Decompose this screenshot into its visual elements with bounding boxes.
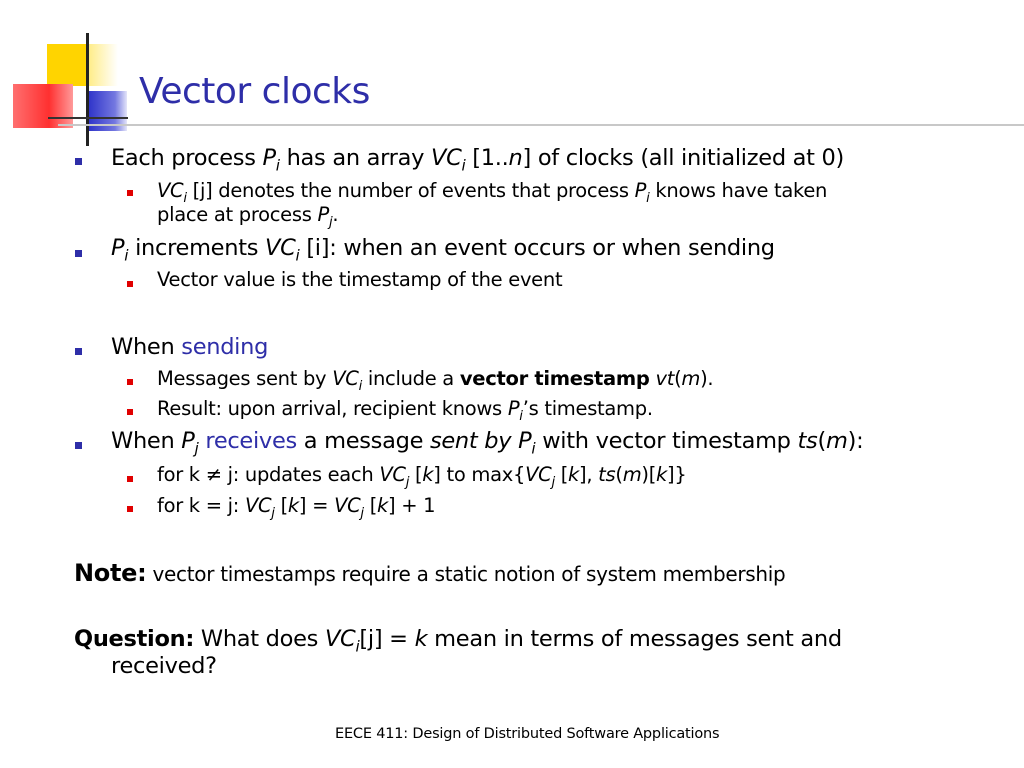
bullet-4-sub-1: for k ≠ j: updates each $VC_j$ [k] to $\max\{VC_j$ [k], ts(m)[k]} (157, 463, 687, 490)
logo-red-square (13, 84, 73, 128)
title-divider (58, 124, 1024, 126)
logo-yellow-square (47, 44, 87, 86)
sub-bullet-marker (127, 281, 133, 287)
decorative-logo-icon (0, 0, 140, 150)
bullet-1-sub-1-line-2: place at process $P_j$. (157, 203, 339, 230)
slide-title: Vector clocks (139, 71, 370, 112)
bullet-marker (75, 158, 82, 165)
bullet-1-text: Each process $P_i$ has an array $VC_i$ [1..n] of clocks (all initialized at 0) (111, 145, 845, 175)
question-line-2: received? (111, 653, 217, 679)
sub-bullet-marker (127, 409, 133, 415)
bullet-2-text: $P_i$ increments $VC_i$ [i]: when an event occurs or when sending (111, 235, 775, 265)
logo-horizontal-line (48, 117, 128, 119)
note (74, 559, 785, 587)
bullet-1-sub-1-line-1: $VC_i$ [j] denotes the number of events that process $P_i$ knows have taken (157, 179, 828, 206)
note-text: vector timestamps require a static notion of system membership (146, 562, 786, 586)
sub-bullet-marker (127, 379, 133, 385)
bullet-3-sub-1: Messages sent by $VC_i$ include a vector timestamp vt(m). (157, 367, 714, 394)
sub-bullet-marker (127, 506, 133, 512)
bullet-marker (75, 348, 82, 355)
logo-vertical-line (86, 33, 89, 146)
bullet-3-text: When sending (111, 334, 269, 360)
bullet-2-sub-1: Vector value is the timestamp of the event (157, 268, 563, 291)
bullet-marker (75, 250, 82, 257)
bullet-4-sub-2: for k = j: $VC_j$ $[k] = VC_j$ [k] + 1 (157, 494, 436, 521)
sub-bullet-marker (127, 190, 133, 196)
sub-bullet-marker (127, 476, 133, 482)
bullet-3-sub-2: Result: upon arrival, recipient knows $P_i’s$ timestamp. (157, 397, 653, 424)
slide-footer: EECE 411: Design of Distributed Software Applications (335, 726, 720, 742)
question-label: Question: (74, 626, 195, 652)
question: Question: What does $VC_i[j] = k$ mean in terms of messages sent and (74, 626, 842, 656)
bullet-4-text: When $P_j$ receives a message sent by $P_i$ with vector timestamp ts(m): (111, 428, 864, 458)
note-label: Note: (74, 559, 147, 587)
bullet-marker (75, 442, 82, 449)
